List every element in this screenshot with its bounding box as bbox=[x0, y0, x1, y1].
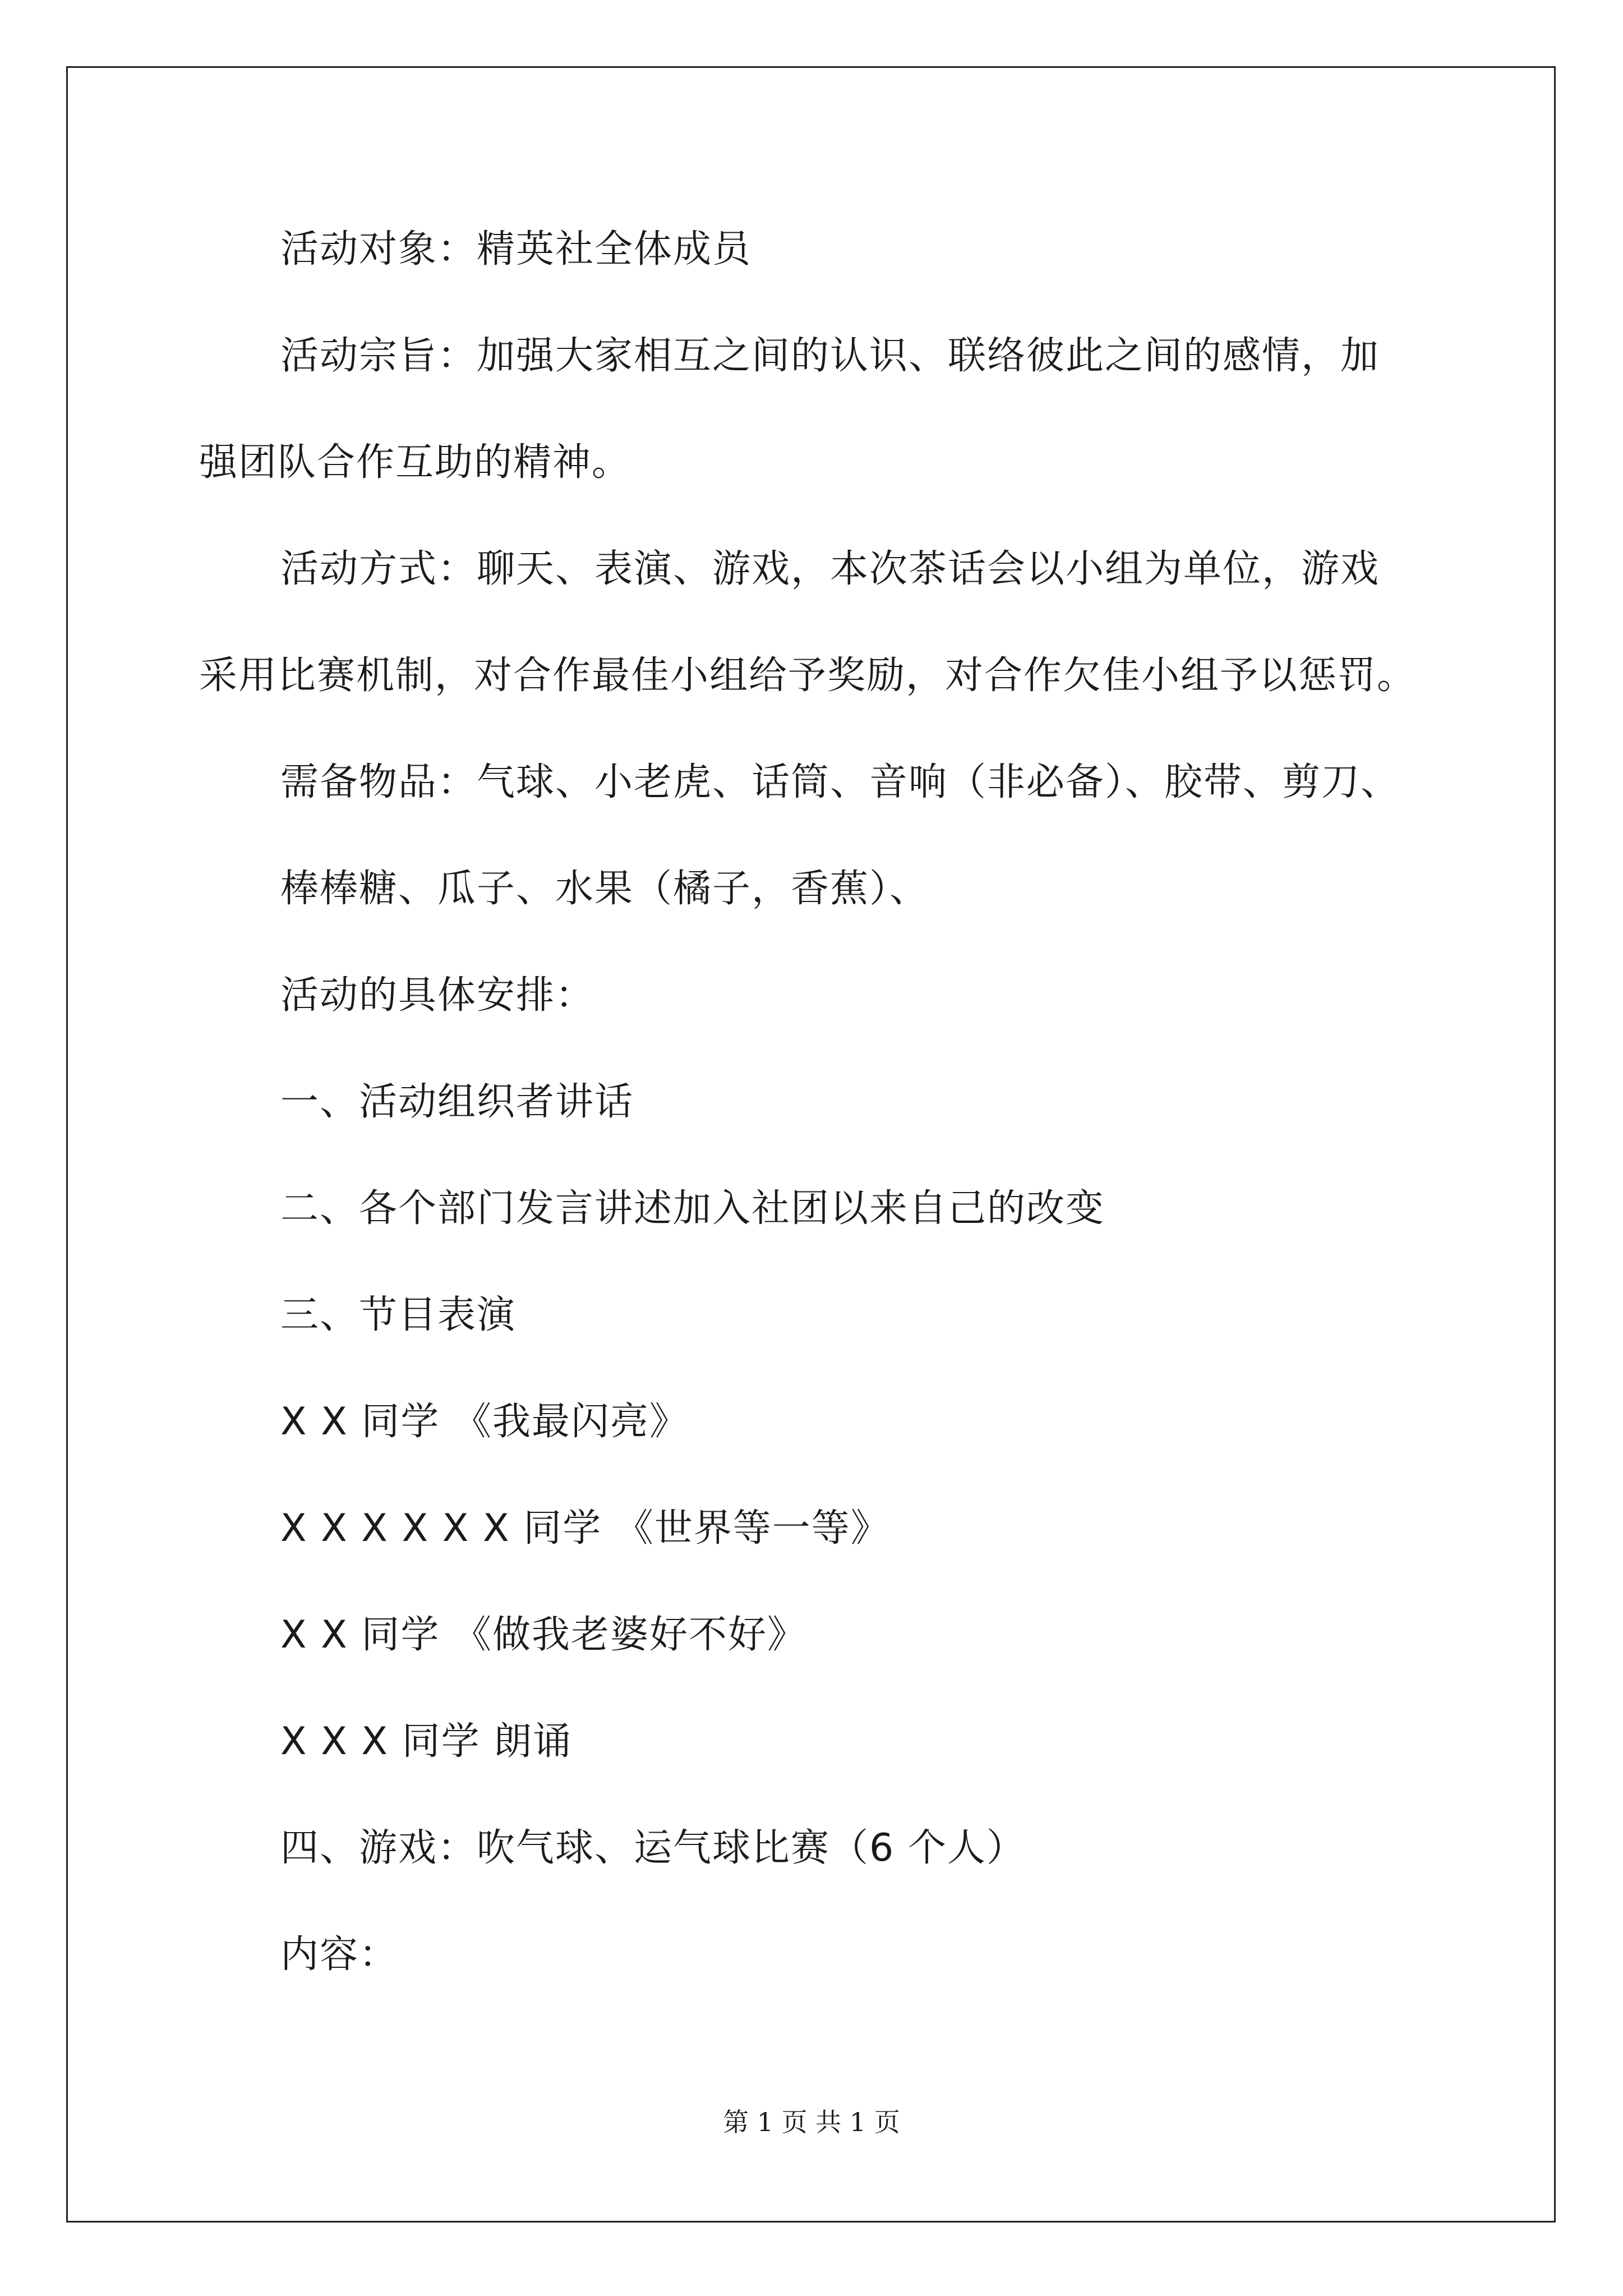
schedule-item-3: 三、节目表演 bbox=[280, 1293, 517, 1337]
page-number-footer: 第 1 页 共 1 页 bbox=[723, 2107, 900, 2137]
performance-1: X X 同学 《我最闪亮》 bbox=[280, 1400, 689, 1444]
activity-purpose-continued: 强团队合作互助的精神。 bbox=[199, 440, 631, 485]
performance-3: X X 同学 《做我老婆好不好》 bbox=[280, 1613, 807, 1657]
supplies-line: 需备物品：气球、小老虎、话筒、音响（非必备）、胶带、剪刀、 bbox=[280, 760, 1400, 804]
page-border bbox=[66, 66, 1556, 2223]
schedule-item-4: 四、游戏：吹气球、运气球比赛（6 个人） bbox=[280, 1826, 1026, 1870]
performance-2: X X X X X X 同学 《世界等一等》 bbox=[280, 1506, 890, 1550]
activity-method-line: 活动方式：聊天、表演、游戏，本次茶话会以小组为单位，游戏 bbox=[280, 547, 1380, 591]
content-label: 内容： bbox=[280, 1932, 399, 1977]
schedule-heading: 活动的具体安排： bbox=[280, 973, 595, 1018]
schedule-item-1: 一、活动组织者讲话 bbox=[280, 1080, 634, 1124]
schedule-item-2: 二、各个部门发言讲述加入社团以来自己的改变 bbox=[280, 1186, 1105, 1231]
activity-purpose-line: 活动宗旨：加强大家相互之间的认识、联络彼此之间的感情，加 bbox=[280, 334, 1380, 378]
supplies-continued: 棒棒糖、瓜子、水果（橘子，香蕉）、 bbox=[280, 867, 929, 911]
activity-target-line: 活动对象：精英社全体成员 bbox=[280, 227, 752, 272]
activity-method-continued: 采用比赛机制，对合作最佳小组给予奖励，对合作欠佳小组予以惩罚。 bbox=[199, 654, 1417, 698]
performance-4: X X X 同学 朗诵 bbox=[280, 1719, 573, 1764]
